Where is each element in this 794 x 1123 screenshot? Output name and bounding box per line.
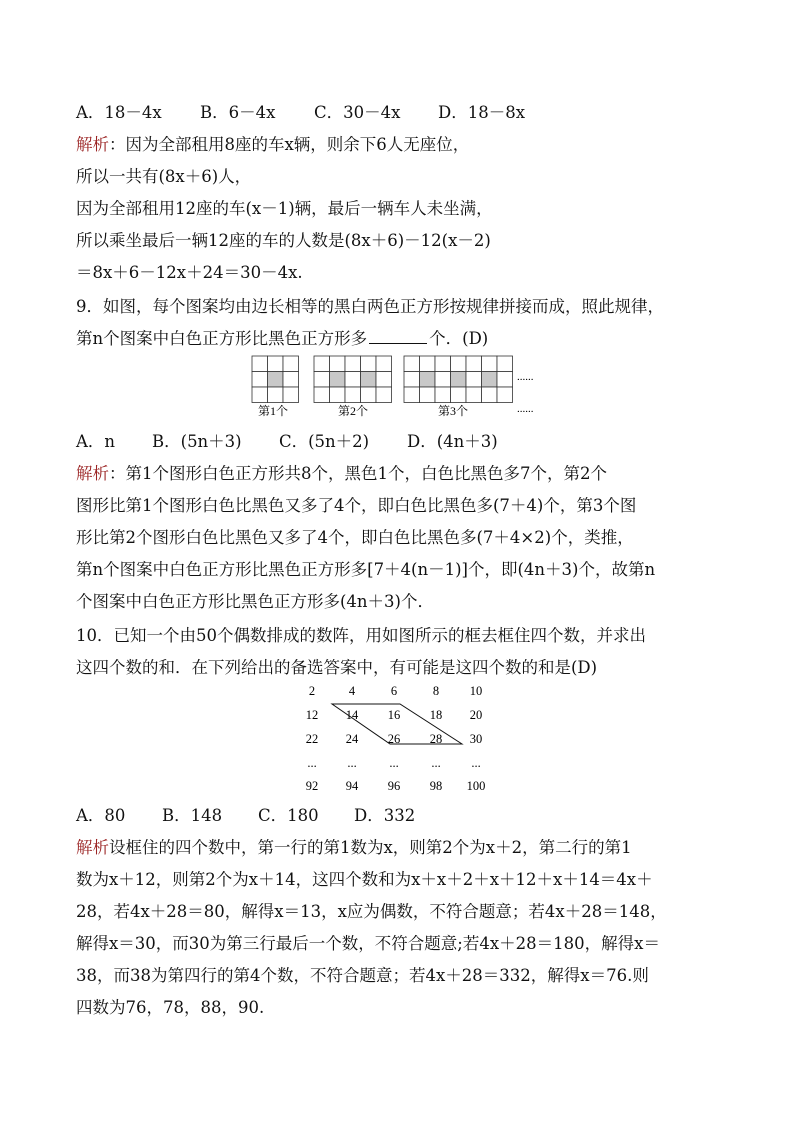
q10-analysis-line-3: 28，若4x＋28＝80，解得x＝13，x应为偶数，不符合题意；若4x＋28＝148， [76, 902, 667, 921]
figure-label-1: 第1个 [258, 404, 289, 418]
figure-ellipsis-top: ...... [517, 371, 534, 383]
q8-analysis-line-1: 解析：因为全部租用8座的车x辆，则余下6人无座位， [76, 135, 470, 154]
white-square [376, 387, 392, 403]
white-square [435, 356, 451, 372]
white-square [404, 387, 420, 403]
matrix-cell: 10 [469, 684, 483, 698]
q10-options [76, 806, 415, 826]
figure-1-grid [252, 356, 299, 403]
matrix-cell: 22 [305, 732, 319, 746]
q9-option-a: A．n [76, 432, 116, 451]
q9-options [76, 432, 498, 452]
q10-analysis-line-5: 38，而38为第四行的第4个数，不符合题意；若4x＋28＝332，解得x＝76.则 [76, 966, 649, 985]
q9-option-b: B．(5n＋3) [152, 432, 242, 451]
matrix-cell: 20 [469, 708, 483, 722]
matrix-cell: ... [431, 756, 441, 770]
q9-analysis-line-5: 个图案中白色正方形比黑色正方形多(4n＋3)个． [76, 592, 434, 611]
q10-number-matrix [290, 680, 510, 798]
white-square [466, 372, 482, 388]
matrix-cell: 12 [305, 708, 319, 722]
matrix-cell: 92 [305, 779, 319, 793]
matrix-cell: 14 [345, 708, 359, 722]
q10-analysis-line-1: 解析设框住的四个数中，第一行的第1数为x，则第2个为x＋2，第二行的第1 [76, 838, 632, 857]
q8-analysis-line-3: 因为全部租用12座的车(x－1)辆，最后一辆车人未坐满， [76, 199, 493, 218]
analysis-label: 解析 [76, 838, 109, 857]
white-square [376, 356, 392, 372]
q10-analysis-line-2: 数为x＋12，则第2个为x＋14，这四个数和为x＋x＋2＋x＋12＋x＋14＝4x＋ [76, 870, 653, 889]
q8-option-c: C．30－4x [314, 103, 401, 122]
matrix-cell: 28 [429, 732, 443, 746]
black-square [268, 372, 284, 388]
white-square [268, 387, 284, 403]
q9-option-c: C．(5n＋2) [279, 432, 370, 451]
q10-analysis-line-6: 四数为76，78，88，90. [76, 998, 265, 1017]
figure-ellipsis-bottom: ...... [517, 403, 534, 415]
q10-option-d: D．332 [354, 806, 416, 825]
white-square [451, 356, 467, 372]
matrix-cell: ... [471, 756, 481, 770]
white-square [497, 356, 513, 372]
white-square [404, 356, 420, 372]
matrix-cell: 4 [348, 684, 356, 698]
q10-analysis-line-4: 解得x＝30，而30为第三行最后一个数，不符合题意;若4x＋28＝180，解得x＝ [76, 934, 660, 953]
q10-stem-line-2: 这四个数的和．在下列给出的备选答案中，有可能是这四个数的和是(D) [76, 658, 598, 677]
white-square [345, 356, 361, 372]
matrix-cell: 24 [345, 732, 359, 746]
white-square [435, 387, 451, 403]
q9-analysis-line-2: 图形比第1个图形白色比黑色又多了4个，即白色比黑色多(7＋4)个，第3个图 [76, 496, 637, 515]
answer-blank [369, 329, 427, 344]
white-square [345, 372, 361, 388]
white-square [283, 387, 299, 403]
q10-option-b: B．148 [162, 806, 223, 825]
black-square [330, 372, 346, 388]
figure-3-grid [404, 356, 513, 403]
q9-option-d: D．(4n＋3) [407, 432, 498, 451]
matrix-cell: 98 [429, 779, 443, 793]
matrix-cell: 6 [390, 684, 398, 698]
figure-label-2: 第2个 [338, 404, 369, 418]
q9-analysis-line-3: 形比第2个图形白色比黑色又多了4个，即白色比黑色多(7＋4×2)个，类推， [76, 528, 634, 547]
q9-stem-line-1: 9．如图，每个图案均由边长相等的黑白两色正方形按规律拼接而成，照此规律， [76, 297, 664, 316]
white-square [314, 372, 330, 388]
black-square [420, 372, 436, 388]
white-square [466, 387, 482, 403]
figure-label-3: 第3个 [438, 404, 469, 418]
white-square [252, 356, 268, 372]
q8-analysis-line-4: 所以乘坐最后一辆12座的车的人数是(8x＋6)－12(x－2) [76, 231, 491, 250]
matrix-cell: 8 [432, 684, 440, 698]
black-square [482, 372, 498, 388]
matrix-cell: 94 [345, 779, 359, 793]
white-square [268, 356, 284, 372]
white-square [252, 372, 268, 388]
white-square [404, 372, 420, 388]
white-square [361, 387, 377, 403]
white-square [330, 387, 346, 403]
white-square [451, 387, 467, 403]
black-square [361, 372, 377, 388]
figure-2-grid [314, 356, 392, 403]
q9-figure [248, 354, 548, 424]
matrix-cell: 18 [429, 708, 443, 722]
white-square [466, 356, 482, 372]
q9-stem-line-2: 第n个图案中白色正方形比黑色正方形多 个．(D) [76, 329, 489, 348]
white-square [314, 387, 330, 403]
white-square [330, 356, 346, 372]
q8-analysis-line-5: ＝8x＋6－12x＋24＝30－4x. [76, 263, 303, 282]
q10-option-c: C．180 [258, 806, 319, 825]
analysis-label: 解析 [76, 464, 109, 483]
q8-options [76, 103, 525, 123]
q8-analysis-line-2: 所以一共有(8x＋6)人， [76, 167, 252, 186]
q10-option-a: A．80 [76, 806, 126, 825]
q8-option-a: A．18－4x [76, 103, 162, 122]
matrix-cell: 96 [387, 779, 401, 793]
white-square [420, 356, 436, 372]
q8-option-b: B．6－4x [200, 103, 276, 122]
matrix-cell: ... [389, 756, 399, 770]
white-square [361, 356, 377, 372]
matrix-cell: 16 [387, 708, 401, 722]
q9-analysis-line-4: 第n个图案中白色正方形比黑色正方形多[7＋4(n－1)]个，即(4n＋3)个，故第n [76, 560, 656, 579]
black-square [451, 372, 467, 388]
white-square [497, 387, 513, 403]
q8-option-d: D．18－8x [438, 103, 526, 122]
white-square [482, 356, 498, 372]
q9-analysis-line-1: 解析：第1个图形白色正方形共8个，黑色1个，白色比黑色多7个，第2个 [76, 464, 607, 483]
matrix-cell: 30 [469, 732, 483, 746]
white-square [420, 387, 436, 403]
white-square [283, 356, 299, 372]
white-square [497, 372, 513, 388]
matrix-cell: ... [347, 756, 357, 770]
matrix-cell: 100 [466, 779, 486, 793]
white-square [376, 372, 392, 388]
matrix-cell: ... [307, 756, 317, 770]
white-square [345, 387, 361, 403]
white-square [435, 372, 451, 388]
white-square [314, 356, 330, 372]
white-square [283, 372, 299, 388]
white-square [252, 387, 268, 403]
q10-stem-line-1: 10．已知一个由50个偶数排成的数阵，用如图所示的框去框住四个数，并求出 [76, 626, 646, 645]
analysis-label: 解析 [76, 135, 109, 154]
matrix-cell: 26 [387, 732, 401, 746]
matrix-cell: 2 [308, 684, 316, 698]
white-square [482, 387, 498, 403]
